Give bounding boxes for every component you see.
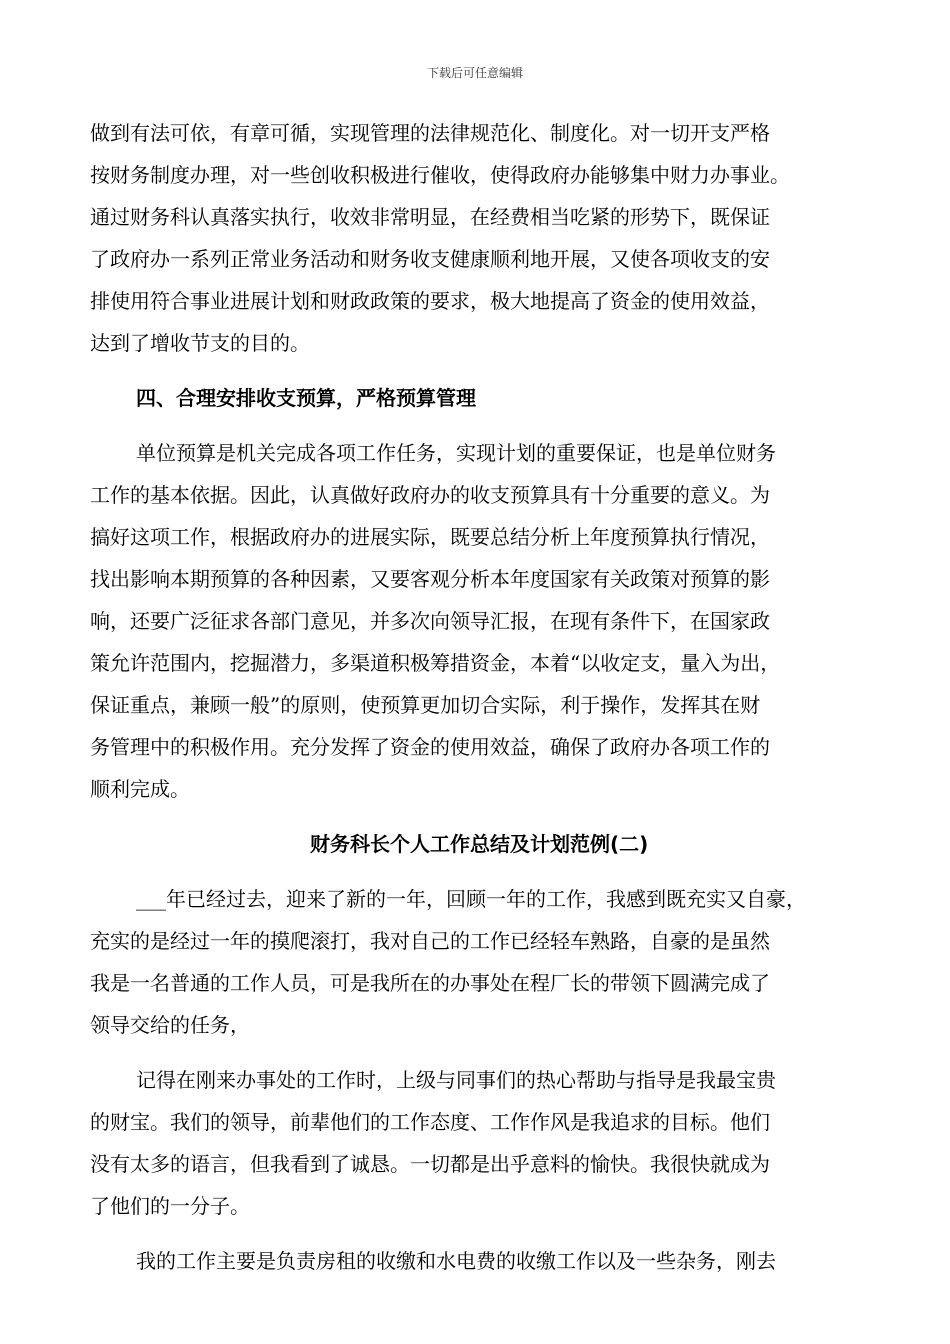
paragraph-4-line: 没有太多的语言，但我看到了诚恳。一切都是出乎意料的愉快。我很快就成为 <box>90 1152 770 1176</box>
paragraph-2-line: 保证重点，兼顾一般”的原则，使预算更加切合实际，利于操作，发挥其在财 <box>90 693 761 717</box>
section-heading: 四、合理安排收支预算，严格预算管理 <box>136 386 476 410</box>
paragraph-2-line: 务管理中的积极作用。充分发挥了资金的使用效益，确保了政府办各项工作的 <box>90 735 770 759</box>
document-title: 财务科长个人工作总结及计划范例(二) <box>310 832 649 856</box>
paragraph-1-line: 按财务制度办理，对一些创收积极进行催收，使得政府办能够集中财力办事业。 <box>90 163 790 187</box>
paragraph-4-line: 的财宝。我们的领导，前辈他们的工作态度、工作作风是我追求的目标。他们 <box>90 1110 770 1134</box>
paragraph-2-line: 找出影响本期预算的各种因素，又要客观分析本年度国家有关政策对预算的影 <box>90 567 770 591</box>
paragraph-3-line: 我是一名普通的工作人员，可是我所在的办事处在程厂长的带领下圆满完成了 <box>90 971 770 995</box>
paragraph-1-line: 通过财务科认真落实执行，收效非常明显，在经费相当吃紧的形势下，既保证 <box>90 205 770 229</box>
page-header: 下载后可任意编辑 <box>426 66 523 80</box>
paragraph-1-line: 了政府办一系列正常业务活动和财务收支健康顺利地开展，又使各项收支的安 <box>90 247 770 271</box>
paragraph-2-line: 搞好这项工作，根据政府办的进展实际，既要总结分析上年度预算执行情况， <box>90 525 770 549</box>
paragraph-3-line: 充实的是经过一年的摸爬滚打，我对自己的工作已经轻车熟路，自豪的是虽然 <box>90 929 770 953</box>
paragraph-2-line: 策允许范围内，挖掘潜力，多渠道积极筹措资金，本着“以收定支，量入为出， <box>90 651 781 675</box>
paragraph-5-line: 我的工作主要是负责房租的收缴和水电费的收缴工作以及一些杂务，刚去 <box>136 1249 776 1273</box>
paragraph-4-line: 记得在刚来办事处的工作时，上级与同事们的热心帮助与指导是我最宝贵 <box>136 1068 776 1092</box>
paragraph-3-line: 领导交给的任务， <box>90 1013 250 1037</box>
paragraph-2-line: 工作的基本依据。因此，认真做好政府办的收支预算具有十分重要的意义。为 <box>90 483 770 507</box>
paragraph-2-line: 顺利完成。 <box>90 777 190 801</box>
paragraph-4-line: 了他们的一分子。 <box>90 1194 250 1218</box>
paragraph-1-line: 达到了增收节支的目的。 <box>90 331 310 355</box>
paragraph-1-line: 做到有法可依，有章可循，实现管理的法律规范化、制度化。对一切开支严格 <box>90 121 770 145</box>
paragraph-1-line: 排使用符合事业进展计划和财政政策的要求，极大地提高了资金的使用效益， <box>90 289 770 313</box>
paragraph-2-line: 响，还要广泛征求各部门意见，并多次向领导汇报，在现有条件下，在国家政 <box>90 609 770 633</box>
paragraph-2-line: 单位预算是机关完成各项工作任务，实现计划的重要保证，也是单位财务 <box>136 441 776 465</box>
paragraph-3-line: ___年已经过去，迎来了新的一年，回顾一年的工作，我感到既充实又自豪， <box>136 887 806 911</box>
